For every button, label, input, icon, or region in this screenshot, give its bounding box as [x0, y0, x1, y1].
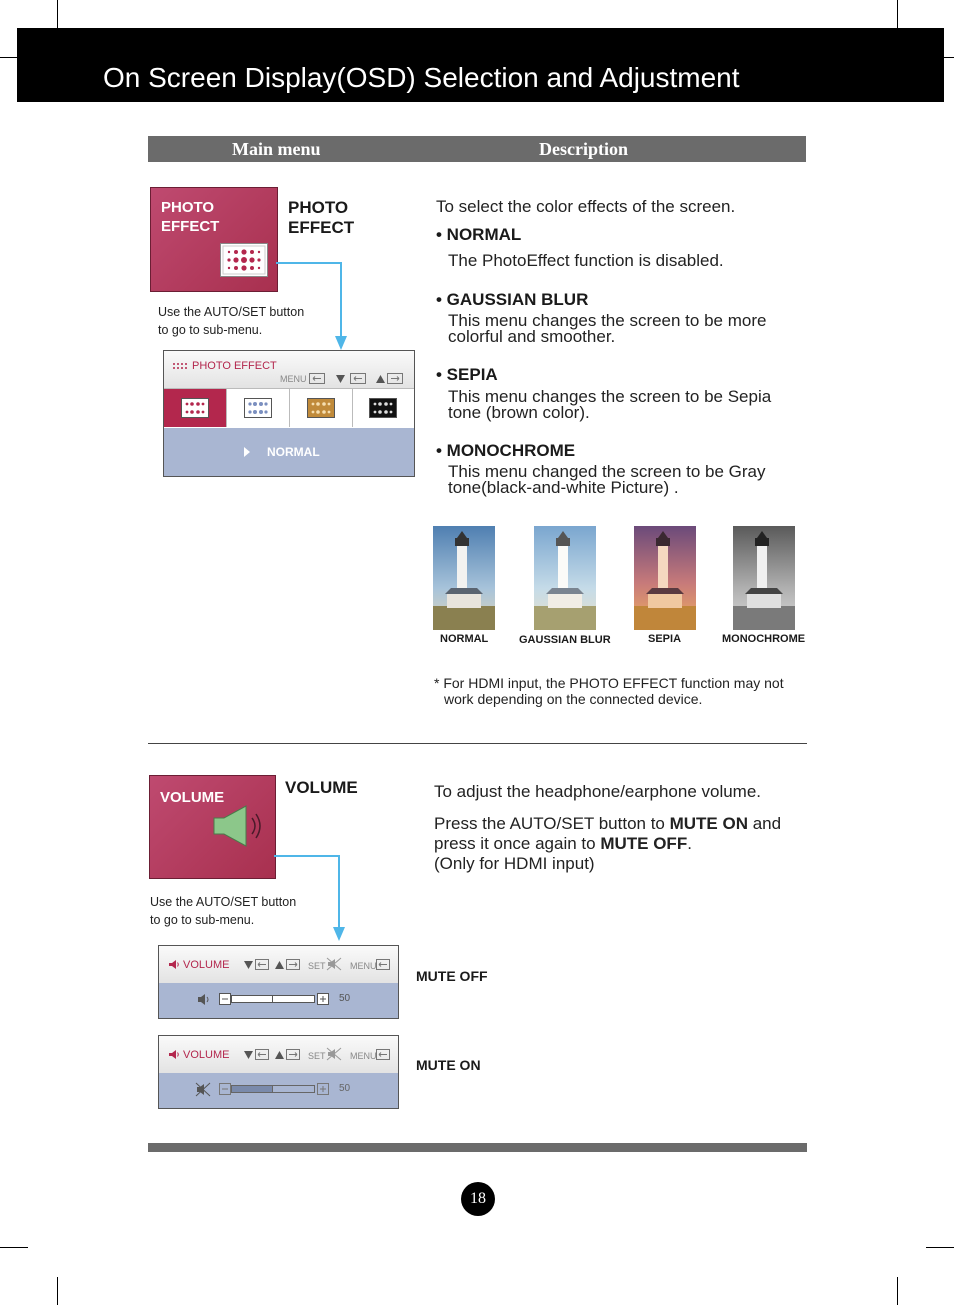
right-button-icon[interactable]	[286, 959, 300, 970]
down-arrow-icon[interactable]	[336, 375, 345, 383]
volume-tile	[149, 775, 276, 879]
section-divider	[148, 743, 807, 744]
volume-title: VOLUME	[285, 778, 358, 797]
speaker-small-icon	[168, 1049, 180, 1060]
plus-icon[interactable]	[317, 1083, 329, 1095]
mute-on-text: MUTE ON	[669, 814, 748, 833]
effect-option-normal[interactable]	[164, 389, 226, 427]
option-normal-label: • NORMAL	[436, 225, 522, 244]
down-arrow-icon[interactable]	[244, 1051, 253, 1059]
option-gaussian-text: This menu changes the screen to be more colorful and smoother.	[448, 311, 767, 346]
crop-mark	[897, 0, 898, 28]
photo-effect-tile-label: PHOTO EFFECT	[161, 199, 220, 235]
sample-caption-normal: NORMAL	[440, 633, 489, 645]
volume-slider[interactable]	[231, 1085, 315, 1093]
osd-set-label[interactable]: SET	[308, 1051, 326, 1061]
volume-bar-panel	[159, 983, 398, 1018]
mute-off-text: MUTE OFF	[600, 834, 688, 853]
effect-option-gaussian-blur[interactable]	[227, 389, 289, 427]
osd-title: PHOTO EFFECT	[192, 360, 277, 372]
osd-title: VOLUME	[183, 959, 230, 971]
play-arrow-icon	[244, 447, 250, 457]
volume-value: 50	[339, 993, 351, 1004]
minus-icon[interactable]	[219, 1083, 231, 1095]
sample-caption-monochrome: MONOCHROME	[722, 633, 806, 645]
osd-title: VOLUME	[183, 1049, 230, 1061]
volume-osd-mute-on	[158, 1035, 399, 1109]
exit-icon[interactable]	[376, 959, 390, 970]
column-header	[148, 136, 806, 162]
lighthouse-gaussian-blur-image	[534, 526, 596, 630]
option-gaussian-label: • GAUSSIAN BLUR	[436, 290, 589, 309]
page-title: On Screen Display(OSD) Selection and Adjustment	[103, 62, 740, 93]
gaussian-blur-icon	[244, 398, 272, 418]
volume-bar-panel	[159, 1073, 398, 1108]
exit-icon[interactable]	[309, 373, 325, 384]
effect-options-row	[164, 388, 414, 429]
osd-title-bar	[164, 351, 414, 388]
left-button-icon[interactable]	[255, 959, 269, 970]
volume-tile-label: VOLUME	[160, 789, 225, 806]
volume-instructions: Press the AUTO/SET button to MUTE ON and press it once again to MUTE OFF. (Only for HDMI input)	[434, 814, 782, 873]
crop-mark	[0, 1247, 28, 1248]
hdmi-note: * For HDMI input, the PHOTO EFFECT function may not work depending on the connected device.	[434, 675, 784, 707]
speaker-small-icon	[168, 959, 180, 970]
footer-bar	[148, 1143, 807, 1152]
up-arrow-icon[interactable]	[376, 375, 385, 383]
osd-title-bar	[159, 946, 398, 983]
osd-menu-label[interactable]: MENU	[280, 374, 307, 384]
osd-menu-label[interactable]: MENU	[350, 961, 377, 971]
sepia-icon	[307, 398, 335, 418]
volume-intro: To adjust the headphone/earphone volume.	[434, 782, 762, 801]
speaker-icon	[212, 804, 268, 848]
arrow-icon	[276, 260, 348, 352]
osd-title-bar	[159, 1036, 398, 1073]
column-main-menu: Main menu	[232, 139, 321, 159]
volume-osd-mute-off	[158, 945, 399, 1019]
speaker-small-icon	[197, 993, 211, 1006]
mute-on-caption: MUTE ON	[416, 1057, 481, 1073]
volume-slider-fill	[232, 996, 273, 1002]
photo-effect-icon	[220, 243, 268, 277]
option-sepia-text: This menu changes the screen to be Sepia tone (brown color).	[448, 387, 772, 422]
down-arrow-icon[interactable]	[244, 961, 253, 969]
lighthouse-monochrome-image	[733, 526, 795, 630]
up-arrow-icon[interactable]	[275, 1051, 284, 1059]
mute-icon[interactable]	[326, 957, 342, 971]
osd-set-label[interactable]: SET	[308, 961, 326, 971]
mute-off-caption: MUTE OFF	[416, 968, 488, 984]
lighthouse-sepia-image	[634, 526, 696, 630]
crop-mark	[57, 0, 58, 28]
right-button-icon[interactable]	[286, 1049, 300, 1060]
arrow-icon	[274, 853, 346, 945]
minus-icon[interactable]	[219, 993, 231, 1005]
option-monochrome-label: • MONOCHROME	[436, 441, 576, 460]
lighthouse-normal-image	[433, 526, 495, 630]
left-button-icon[interactable]	[350, 373, 366, 384]
page-number: 18	[461, 1182, 495, 1216]
option-monochrome-text: This menu changed the screen to be Gray tone(black-and-white Picture) .	[448, 462, 766, 497]
option-normal-text: The PhotoEffect function is disabled.	[448, 251, 724, 270]
photo-effect-hint: Use the AUTO/SET button to go to sub-menu.	[158, 305, 305, 337]
plus-icon[interactable]	[317, 993, 329, 1005]
mute-icon	[195, 1082, 211, 1097]
sample-caption-sepia: SEPIA	[648, 633, 682, 645]
sample-caption-gaussian-blur: GAUSSIAN BLUR	[519, 634, 611, 646]
option-sepia-label: • SEPIA	[436, 365, 498, 384]
volume-slider[interactable]	[231, 995, 315, 1003]
up-arrow-icon[interactable]	[275, 961, 284, 969]
crop-mark	[926, 1247, 954, 1248]
crop-mark	[897, 1277, 898, 1305]
left-button-icon[interactable]	[255, 1049, 269, 1060]
effect-option-sepia[interactable]	[290, 389, 352, 427]
crop-mark	[57, 1277, 58, 1305]
monochrome-icon	[369, 398, 397, 418]
column-description: Description	[539, 139, 628, 159]
normal-effect-icon	[181, 398, 209, 418]
osd-selected-panel	[164, 428, 414, 476]
volume-value: 50	[339, 1083, 351, 1094]
hdmi-only-text: (Only for HDMI input)	[434, 854, 595, 873]
effect-option-monochrome[interactable]	[353, 389, 414, 427]
osd-selected-value: NORMAL	[267, 445, 320, 459]
osd-menu-label[interactable]: MENU	[350, 1051, 377, 1061]
volume-hint: Use the AUTO/SET button to go to sub-menu.	[150, 895, 297, 927]
exit-icon[interactable]	[376, 1049, 390, 1060]
photo-effect-tile	[150, 187, 278, 292]
photo-effect-small-icon	[172, 362, 188, 372]
crop-mark	[0, 57, 17, 58]
volume-slider-fill	[232, 1086, 273, 1092]
photo-effect-osd	[163, 350, 415, 477]
photo-effect-title: PHOTO EFFECT	[288, 198, 355, 237]
mute-icon[interactable]	[326, 1047, 342, 1061]
right-button-icon[interactable]	[387, 373, 403, 384]
photo-effect-intro: To select the color effects of the screen.	[436, 197, 736, 216]
crop-mark	[944, 57, 954, 58]
